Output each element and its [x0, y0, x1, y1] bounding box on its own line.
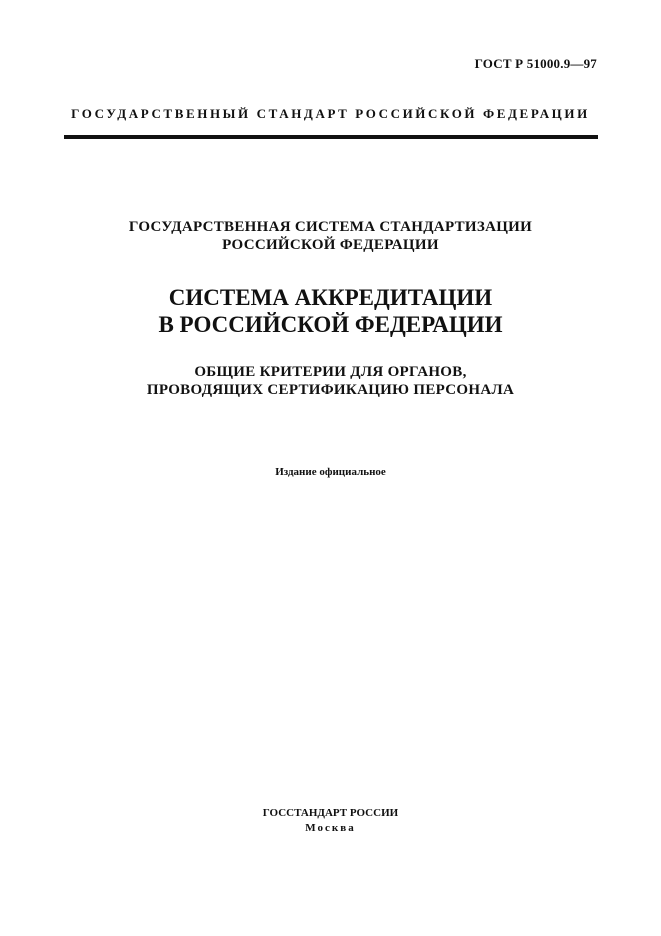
standardization-system-title	[0, 218, 661, 254]
document-subtitle	[0, 363, 661, 399]
subtitle-line-1: ОБЩИЕ КРИТЕРИИ ДЛЯ ОРГАНОВ,	[194, 364, 467, 380]
edition-note: Издание официальное	[275, 466, 386, 478]
publisher-city: Москва	[305, 822, 356, 834]
document-code: ГОСТ Р 51000.9—97	[474, 56, 597, 71]
subtitle-line-2: ПРОВОДЯЩИХ СЕРТИФИКАЦИЮ ПЕРСОНАЛА	[146, 382, 515, 398]
header-divider	[64, 135, 598, 139]
system-title-line-2: РОССИЙСКОЙ ФЕДЕРАЦИИ	[222, 237, 439, 253]
system-title-line-1: ГОСУДАРСТВЕННАЯ СИСТЕМА СТАНДАРТИЗАЦИИ	[128, 219, 533, 235]
publisher-block	[0, 806, 661, 836]
main-title-line-2: В РОССИЙСКОЙ ФЕДЕРАЦИИ	[158, 312, 503, 337]
main-title	[0, 284, 661, 338]
main-title-line-1: СИСТЕМА АККРЕДИТАЦИИ	[168, 285, 493, 310]
publisher-name: ГОССТАНДАРТ РОССИИ	[262, 807, 399, 819]
state-standard-heading: ГОСУДАРСТВЕННЫЙ СТАНДАРТ РОССИЙСКОЙ ФЕДЕРАЦИИ	[71, 106, 590, 121]
